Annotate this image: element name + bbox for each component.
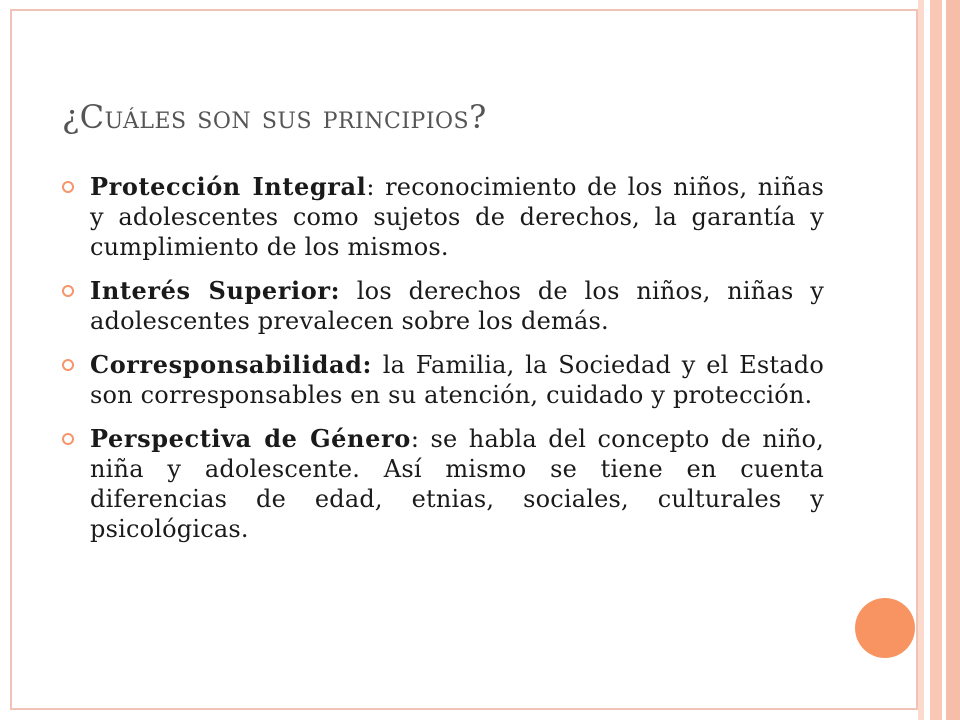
decorative-circle: [855, 598, 915, 658]
list-item: [58, 276, 824, 336]
principle-description: la Familia, la Sociedad y el Estado son corresponsables en su atención, cuidado y protección.: [90, 351, 824, 409]
hollow-circle-icon: [62, 359, 74, 371]
decorative-stripes: [918, 0, 960, 720]
principle-term: Corresponsabilidad:: [90, 350, 372, 379]
principle-term: Interés Superior:: [90, 276, 341, 305]
principle-term: Protección Integral: [90, 172, 367, 201]
principle-term: Perspectiva de Género: [90, 424, 411, 453]
hollow-circle-icon: [62, 285, 74, 297]
list-item: [58, 350, 824, 410]
slide-title: ¿Cuáles son sus principios?: [62, 98, 487, 136]
hollow-circle-icon: [62, 181, 74, 193]
list-item: [58, 424, 824, 544]
principles-list: [58, 172, 824, 558]
hollow-circle-icon: [62, 433, 74, 445]
principle-description: los derechos de los niños, niñas y adolescentes prevalecen sobre los demás.: [90, 277, 825, 335]
stripe: [946, 0, 960, 720]
list-item: [58, 172, 824, 262]
principle-description: : se habla del concepto de niño, niña y adolescente. Así mismo se tiene en cuenta diferencias de edad, etnias, sociales, culturales y psicológicas.: [90, 425, 824, 543]
stripe: [930, 0, 942, 720]
principle-description: : reconocimiento de los niños, niñas y adolescentes como sujetos de derechos, la garantía y cumplimiento de los mismos.: [90, 173, 824, 261]
